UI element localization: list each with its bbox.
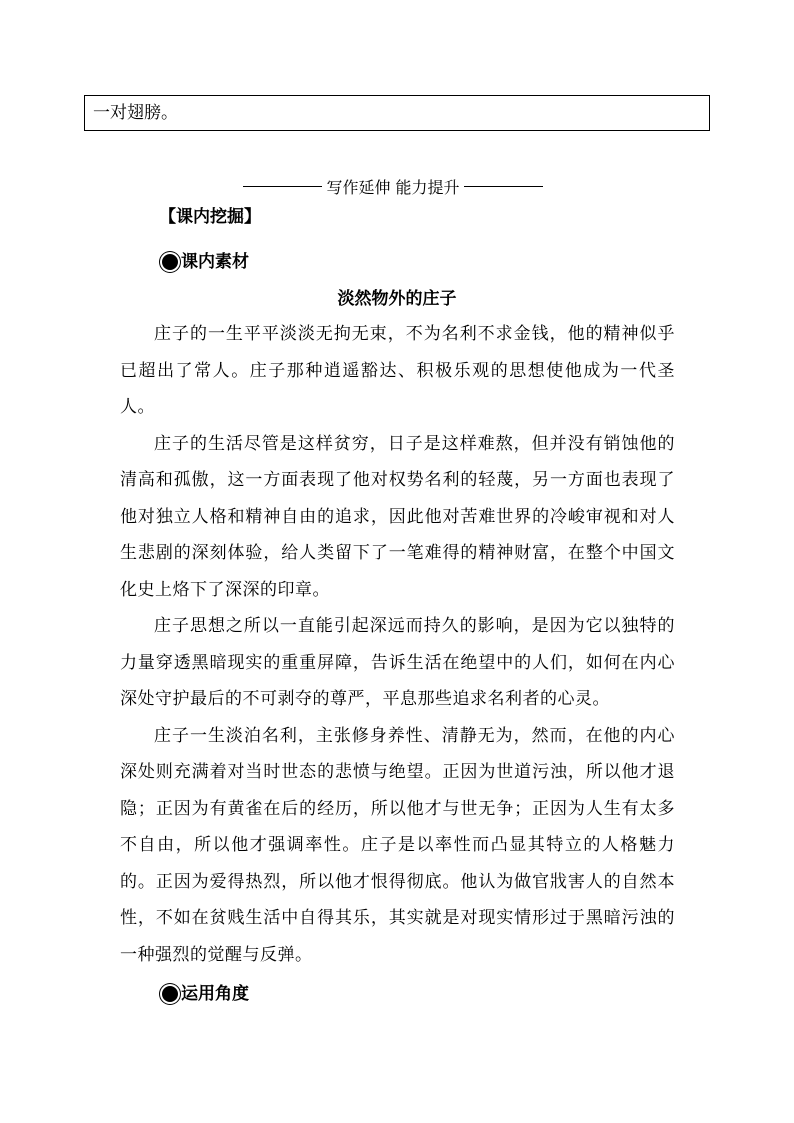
usage-heading [159,980,249,1008]
section-banner-text: 写作延伸 能力提升 [326,177,460,197]
filled-circle-bullet-icon [162,986,178,1002]
banner-line-right [464,186,543,187]
boxed-note [84,95,710,131]
materials-heading [159,248,249,276]
article-title: 淡然物外的庄子 [337,289,457,309]
banner-line-left [243,186,322,187]
article-paragraph: 庄子的生活尽管是这样贫穷，日子是这样难熬，但并没有销蚀他的清高和孤傲，这一方面表现了他对权势名利的轻蔑，另一方面也表现了他对独立人格和精神自由的追求，因此他对苦难世界的冷峻审视和对人生悲剧的深刻体验，给人类留下了一笔难得的精神财富，在整个中国文化史上烙下了深深的印章。 [120,433,675,600]
section-heading: 【课内挖掘】 [159,207,261,227]
filled-circle-bullet-icon [162,254,178,270]
article-body [120,316,675,973]
article-paragraph: 庄子思想之所以一直能引起深远而持久的影响，是因为它以独特的力量穿透黑暗现实的重重屏障，告诉生活在绝望中的人们，如何在内心深处守护最后的不可剥夺的尊严，平息那些追求名利者的心灵。 [120,616,675,709]
article-paragraph: 庄子的一生平平淡淡无拘无束，不为名利不求金钱，他的精神似乎已超出了常人。庄子那种逍遥豁达、积极乐观的思想使他成为一代圣人。 [120,324,675,417]
section-banner [243,174,543,198]
article-paragraph: 庄子一生淡泊名利，主张修身养性、清静无为，然而，在他的内心深处则充满着对当时世态的悲愤与绝望。正因为世道污浊，所以他才退隐；正因为有黄雀在后的经历，所以他才与世无争；正因为人生有太多不自由，所以他才强调率性。庄子是以率性而凸显其特立的人格魅力的。正因为爱得热烈，所以他才恨得彻底。他认为做官戕害人的自然本性，不如在贫贱生活中自得其乐，其实就是对现实情形过于黑暗污浊的一种强烈的觉醒与反弹。 [120,725,675,965]
usage-heading-text: 运用角度 [181,984,249,1004]
boxed-note-text: 一对翅膀。 [93,103,178,123]
materials-heading-text: 课内素材 [181,252,249,272]
